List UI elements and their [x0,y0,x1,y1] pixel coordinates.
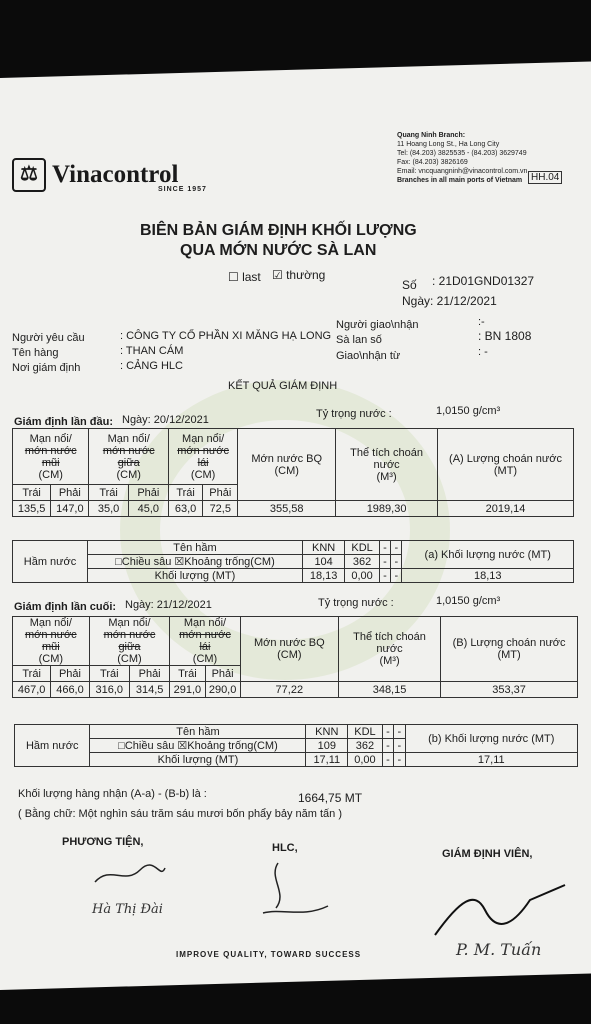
h-bq: Mớn nước BQ (CM) [238,429,336,501]
cell: 135,5 [13,501,51,517]
phai: Phải [51,485,89,501]
cell: 104 [302,555,344,569]
ten-hang-value: : THAN CÁM [120,345,184,357]
ket-luan-label: Khối lượng hàng nhận (A-a) - (B-b) là : [18,788,207,800]
cell: 348,15 [338,682,440,698]
dash: - [382,725,393,739]
dash: - [394,725,405,739]
dau-ham-table [12,540,574,583]
cuoi-label: Giám định lần cuối: [14,601,117,613]
sa-lan-label: Sà lan số [336,334,382,346]
cell: 353,37 [441,682,578,698]
dash: - [391,541,402,555]
cell: 467,0 [13,682,51,698]
sign-phuong-tien: PHƯƠNG TIỆN, [62,836,144,848]
trai: Trái [13,666,51,682]
dash: - [379,569,390,583]
dau-draft-table [12,428,574,517]
cuoi-ham-table [14,724,578,767]
cell: 63,0 [168,501,202,517]
footer-slogan: IMPROVE QUALITY, TOWARD SUCCESS [176,950,362,959]
cuoi-ty-trong-label: Tỷ trọng nước : [318,597,394,609]
cuoi-ty-trong: 1,0150 g/cm³ [436,595,501,607]
cell: 314,5 [129,682,169,698]
h-tt: Thể tích choán nước (M³) [336,429,438,501]
cell: 466,0 [51,682,89,698]
bang-chu: ( Bằng chữ: Một nghìn sáu trăm sáu mươi bốn phẩy bảy năm tấn ) [18,808,342,820]
signature-hlc [258,858,338,922]
signature-phuong-tien [90,860,170,890]
phai: Phải [203,485,238,501]
cell: 0,00 [348,753,383,767]
kq-a: 18,13 [402,569,574,583]
cell: 362 [345,555,379,569]
signature-gdv [430,880,570,940]
ham-label: Hầm nước [13,541,88,583]
h-lai: Mạn nổi/ mớn nước lái (CM) [168,429,237,485]
branch-fax: Fax: (84.203) 3826169 [397,159,468,166]
h-mui: Mạn nổi/ mớn nước mũi (CM) [13,617,90,666]
h-tt: Thể tích choán nước (M³) [338,617,440,682]
branch-ports: Branches in all main ports of Vietnam [397,177,523,184]
knn: KNN [306,725,348,739]
cell: 147,0 [51,501,89,517]
yeu-cau-label: Người yêu cầu [12,332,85,344]
dash: - [391,555,402,569]
dash: - [391,569,402,583]
branch-address: 11 Hoang Long St., Ha Long City [397,141,500,148]
name-gdv: P. M. Tuấn [456,940,542,959]
cell: 316,0 [89,682,129,698]
h-giua: Mạn nổi/ mớn nước giữa (CM) [89,617,170,666]
cuoi-draft-table [12,616,578,698]
branch-tel: Tel: (84.203) 3825535 - (84.203) 3629749 [397,150,527,157]
kdl: KDL [345,541,379,555]
dau-ngay: Ngày: 20/12/2021 [122,414,209,426]
dash: - [382,739,393,753]
cell: 77,22 [240,682,338,698]
dau-ty-trong-label: Tỷ trọng nước : [316,408,392,420]
scale-logo-icon: ⚖ [12,158,46,192]
chieu-sau: □Chiều sâu ☒Khoảng trống(CM) [90,739,306,753]
kl-label: Khối lượng (MT) [90,753,306,767]
sign-gdv: GIÁM ĐỊNH VIÊN, [442,848,533,860]
trai: Trái [13,485,51,501]
trai: Trái [89,666,129,682]
doc-title-2: QUA MỚN NƯỚC SÀ LAN [180,242,377,259]
so-label: Số [402,278,417,292]
kq-a-label: (a) Khối lượng nước (MT) [402,541,574,569]
name-phuong-tien: Hà Thị Đài [92,902,163,917]
cell: 45,0 [128,501,168,517]
cuoi-ngay: Ngày: 21/12/2021 [125,599,212,611]
dash: - [379,541,390,555]
cell: 35,0 [89,501,128,517]
branch-name: Quang Ninh Branch: [397,132,466,139]
knn: KNN [302,541,344,555]
h-bq: Mớn nước BQ (CM) [240,617,338,682]
ket-qua-heading: KẾT QUẢ GIÁM ĐỊNH [228,380,338,392]
form-code: HH.04 [528,171,562,184]
phai: Phải [128,485,168,501]
checkbox-last[interactable]: ☐ last [228,270,261,284]
h-kl-a: (A) Lượng choán nước (MT) [438,429,574,501]
cell: 17,11 [306,753,348,767]
kl-label: Khối lượng (MT) [88,569,303,583]
kq-b: 17,11 [405,753,577,767]
logo-since: SINCE 1957 [158,186,207,193]
trai: Trái [89,485,128,501]
cell: 355,58 [238,501,336,517]
h-kl-b: (B) Lượng choán nước (MT) [441,617,578,682]
kdl: KDL [348,725,383,739]
sign-hlc: HLC, [272,842,298,854]
cell: 1989,30 [336,501,438,517]
cell: 362 [348,739,383,753]
cell: 291,0 [170,682,205,698]
branch-email: Email: vncquangninh@vinacontrol.com.vn [397,168,528,175]
h-giua: Mạn nổi/ mớn nước giữa (CM) [89,429,168,485]
ten-ham: Tên hầm [90,725,306,739]
giao-tu-label: Giao\nhận từ [336,350,401,362]
cell: 109 [306,739,348,753]
h-mui: Mạn nổi/ mớn nước mũi (CM) [13,429,89,485]
dash: - [394,739,405,753]
trai: Trái [170,666,205,682]
ngay-value: Ngày: 21/12/2021 [402,294,497,308]
cell: 18,13 [302,569,344,583]
phai: Phải [51,666,89,682]
h-lai: Mạn nổi/ mớn nước lái (CM) [170,617,240,666]
trai: Trái [168,485,202,501]
checkbox-thuong[interactable]: ☑ thường [272,268,326,282]
ten-hang-label: Tên hàng [12,347,59,359]
noi-gd-value: : CẢNG HLC [120,360,183,372]
phai: Phải [205,666,240,682]
ket-luan-value: 1664,75 MT [298,791,363,805]
giao-tu-value: : - [478,346,488,358]
dash: - [394,753,405,767]
noi-gd-label: Nơi giám định [12,362,81,374]
so-value: : 21D01GND01327 [432,274,535,288]
dau-ty-trong: 1,0150 g/cm³ [436,405,501,417]
phai: Phải [129,666,169,682]
sa-lan-value: : BN 1808 [478,329,532,343]
vinacontrol-logo: ⚖ Vinacontrol [12,158,178,192]
cell: 72,5 [203,501,238,517]
cell: 0,00 [345,569,379,583]
dash: - [379,555,390,569]
giao-nhan-label: Người giao\nhận [336,319,419,331]
doc-title-1: BIÊN BẢN GIÁM ĐỊNH KHỐI LƯỢNG [140,222,417,239]
yeu-cau-value: : CÔNG TY CỔ PHẦN XI MĂNG HẠ LONG [120,330,332,342]
giao-nhan-value: :- [478,316,485,328]
dau-label: Giám định lần đầu: [14,416,114,428]
dash: - [382,753,393,767]
ham-label: Hầm nước [15,725,90,767]
cell: 2019,14 [438,501,574,517]
kq-b-label: (b) Khối lượng nước (MT) [405,725,577,753]
chieu-sau: □Chiều sâu ☒Khoảng trống(CM) [88,555,303,569]
cell: 290,0 [205,682,240,698]
ten-ham: Tên hầm [88,541,303,555]
